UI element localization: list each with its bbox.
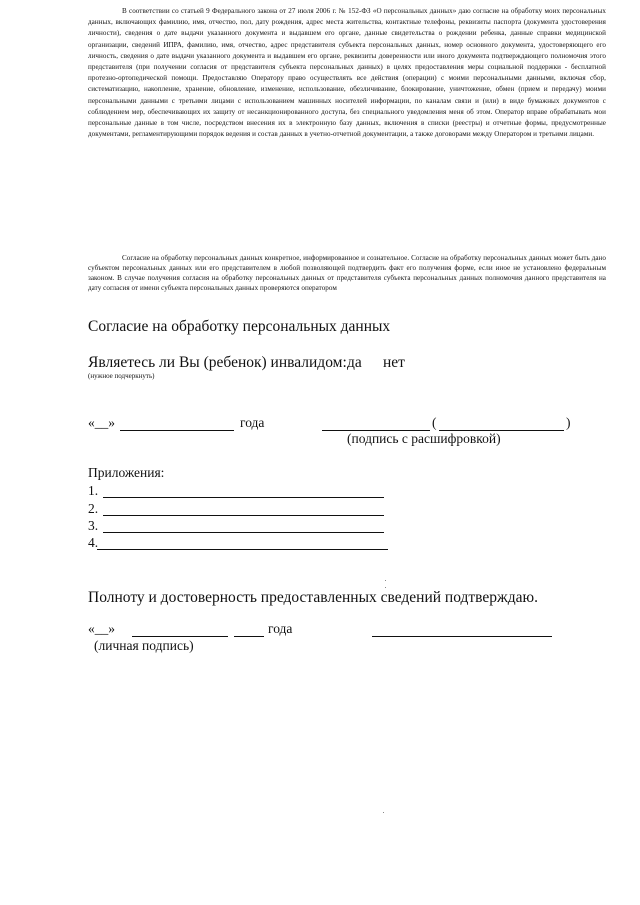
attachment-item-2-number: 2. bbox=[88, 501, 99, 516]
attachment-item-2-line bbox=[103, 515, 384, 516]
scan-speck bbox=[385, 580, 386, 581]
consent-paragraph-1: В соответствии со статьей 9 Федерального закона от 27 июля 2006 г. № 152-ФЗ «О персональных данных» даю согласие на обработку моих персональных данных, включающих фамилию, имя, отчество, пол, дату рождения, адрес места жительства, контактные телефоны, реквизиты паспорта (документа удостоверения личности), сведения о дате выдачи указанного документа и выдавшем его органе, данные свидетельства о рождении ребенка, данные справки медицинской организации, сведений ИПРА, фамилию, имя, отчество, адрес представителя субъекта персональных данных, номер основного документа, удостоверяющего его личность, сведения о дате выдачи указанного документа и выдавшем его органе, реквизиты доверенности или иного документа подтверждающего полномочия этого представителя (при получении согласия от представителя субъекта персональных данных) в целях предоставления меры социальной поддержки - бесплатной протезно-ортопедической помощи. Предоставляю Оператору право осуществлять все действия (операции) с моими персональными данными, включая сбор, систематизацию, накопление, хранение, обновление, изменение, использование, обезличивание, блокирование, уничтожение, обмен (прием и передачу) моими персональными данными с третьими лицами с использованием машинных носителей информации, по каналам связи и (или) в виде бумажных документов с соблюдением мер, обеспечивающих их защиту от несанкционированного доступа, без специального уведомления меня об этом. Оператор вправе обрабатывать мои персональные данные в том числе, посредством внесения их в электронную базу данных, включения в списки (реестры) и отчетные формы, предусмотренные документами, регламентирующими порядок ведения и состав данных в учетно-отчетной документации, а также договорами между Оператором и третьими лицами. bbox=[88, 7, 606, 139]
disability-option-yes: да bbox=[347, 354, 362, 371]
personal-signature-year-line bbox=[234, 636, 264, 637]
attachment-item-1-number: 1. bbox=[88, 483, 99, 498]
disability-question: Являетесь ли Вы (ребенок) инвалидом: bbox=[88, 354, 347, 371]
signature-date-quotes: «__» bbox=[88, 415, 115, 430]
attachment-item-3-number: 3. bbox=[88, 518, 99, 533]
consent-title: Согласие на обработку персональных данных bbox=[88, 318, 391, 335]
scan-speck bbox=[385, 587, 386, 588]
attachment-item-3-line bbox=[103, 532, 384, 533]
signature-date-line bbox=[120, 430, 234, 431]
disability-hint: (нужное подчеркнуть) bbox=[88, 372, 155, 380]
attachment-item-4-number: 4. bbox=[88, 535, 99, 550]
signature-year-word: года bbox=[240, 415, 265, 430]
personal-signature-date-quotes: «__» bbox=[88, 621, 115, 636]
personal-signature-line bbox=[372, 636, 552, 637]
confirmation-statement: Полноту и достоверность предоставленных сведений подтверждаю. bbox=[88, 589, 538, 606]
attachments-title: Приложения: bbox=[88, 465, 165, 480]
attachment-item-1-line bbox=[103, 497, 384, 498]
signature-open-paren: ( bbox=[432, 415, 437, 430]
attachment-item-4-line bbox=[97, 549, 388, 550]
personal-signature-date-line bbox=[132, 636, 228, 637]
signature-caption: (подпись с расшифровкой) bbox=[347, 431, 501, 446]
personal-signature-year-word: года bbox=[268, 621, 293, 636]
consent-paragraph-2: Согласие на обработку персональных данных конкретное, информированное и сознательное. Согласие на обработку персональных данных может быть дано субъектом персональных данных или его представителем в любой позволяющей подтвердить факт его получения форме, если иное не установлено федеральным законом. В случае получения согласия на обработку персональных данных от представителя субъекта персональных данных полномочия данного представителя на дату согласия от имени субъекта персональных данных проверяются оператором bbox=[88, 254, 606, 292]
signature-close-paren: ) bbox=[566, 415, 571, 430]
personal-signature-caption: (личная подпись) bbox=[94, 638, 194, 653]
scan-speck bbox=[383, 812, 384, 813]
disability-option-no: нет bbox=[383, 354, 405, 371]
